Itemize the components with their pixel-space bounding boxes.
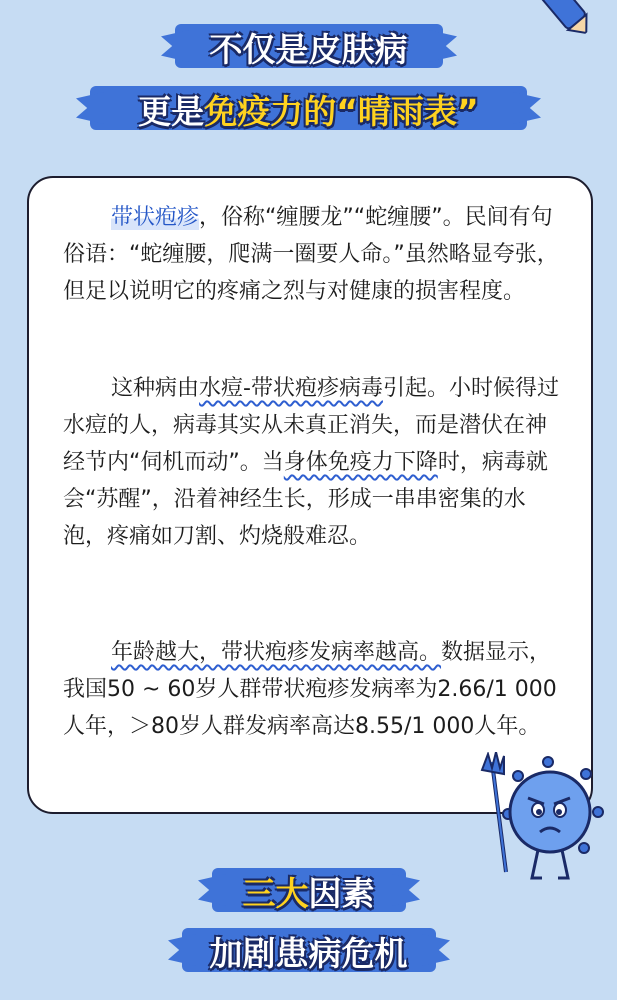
header-title-line1: 不仅是皮肤病 (209, 30, 408, 69)
header-title-prefix: 更是 (138, 92, 205, 131)
paragraph-1-first: ，俗称“缠腰龙”“蛇缠 (199, 205, 410, 230)
paragraph-1 (63, 199, 563, 310)
header-title-highlight: 免疫力的“晴雨表” (204, 92, 479, 131)
virus-mascot-icon (478, 752, 604, 884)
term-herpes-zoster: 带状疱疹 (111, 205, 200, 230)
paragraph-3-rest: 数据显示，我国50 ~ 60岁人群带状疱疹发病率为2.66/1 000人年，＞80岁人群发病率高达8.55/1 000人年。 (63, 640, 557, 739)
paragraph-2-immunity: 身体免疫力下降 (283, 450, 438, 475)
paragraph-3 (63, 634, 563, 745)
footer-title-highlight: 三大 (242, 874, 309, 913)
footer-title-rest: 因素 (308, 874, 375, 913)
paragraph-2-c: 时，病毒就会“苏醒”，沿着神经生长，形成一串串密集的水泡，疼痛如刀割、灼烧般难忍。 (63, 450, 548, 549)
paragraph-2-a: 这种病由 (111, 376, 200, 401)
paragraph-2 (63, 370, 563, 555)
paragraph-2-b: 引起。小时候得过水痘的人，病毒其实从未真正消失，而是潜伏在神经节内“伺机而动”。当 (63, 376, 559, 475)
header-title-line2 (0, 86, 617, 133)
footer-title-line2: 加剧患病危机 (209, 934, 408, 973)
footer-title-line1 (0, 868, 617, 915)
paragraph-3-emphasis: 年龄越大，带状疱疹发病率越高。 (111, 640, 442, 665)
paragraph-1-rest: 腰”。民间有句俗语：“蛇缠腰，爬满一圈要人命。”虽然略显夸张，但足以说明它的疼痛之烈与对健康的损害程度。 (63, 205, 559, 304)
paragraph-2-virus: 水痘-带状疱疹病毒 (199, 376, 383, 401)
